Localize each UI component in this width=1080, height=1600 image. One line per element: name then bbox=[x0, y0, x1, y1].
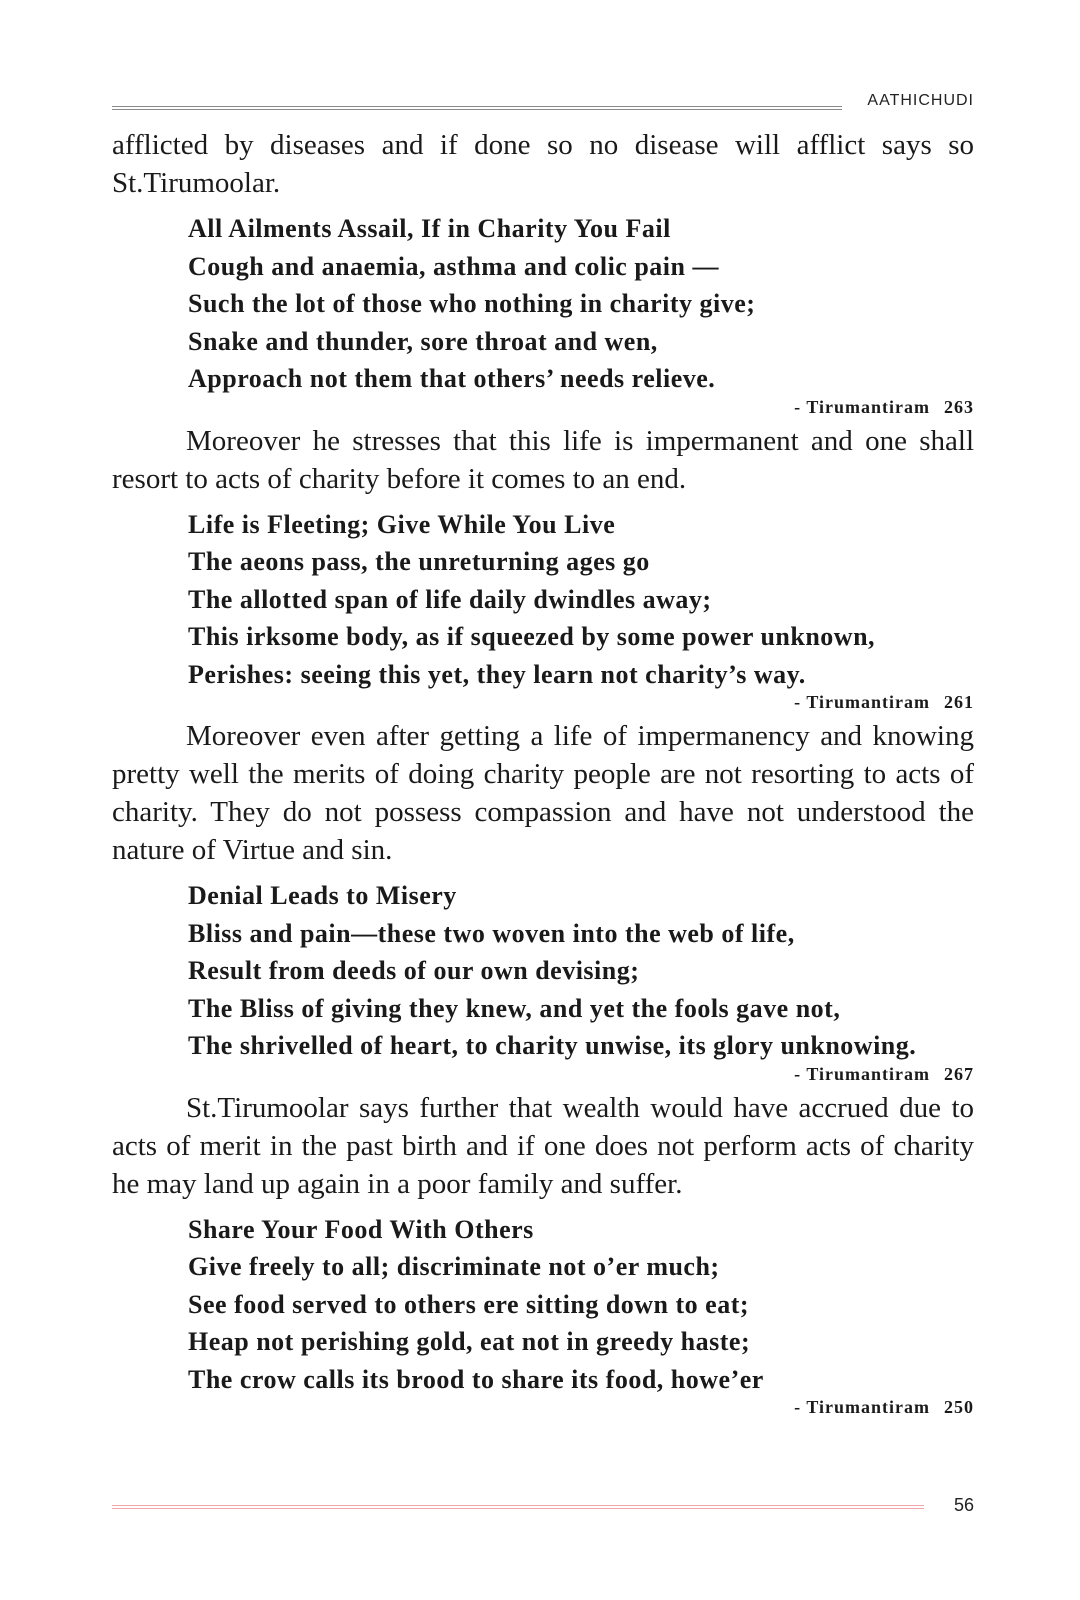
verse-line: Bliss and pain—these two woven into the web of life, bbox=[188, 918, 795, 948]
section-3 bbox=[112, 717, 974, 1085]
prose-paragraph: afflicted by diseases and if done so no disease will afflict says so St.Tirumoolar. bbox=[112, 129, 974, 199]
header-title: AATHICHUDI bbox=[867, 92, 974, 109]
verse-line: The shrivelled of heart, to charity unwise, its glory unknowing. bbox=[188, 1031, 917, 1060]
verse-line: Result from deeds of our own devising; bbox=[188, 956, 640, 985]
verse-line: Snake and thunder, sore throat and wen, bbox=[188, 326, 658, 356]
verse-line: The crow calls its brood to share its food, howe’er bbox=[188, 1364, 764, 1394]
running-header bbox=[112, 92, 974, 116]
citation-number: 267 bbox=[944, 1063, 974, 1084]
verse-line: Approach not them that others’ needs relieve. bbox=[188, 364, 716, 393]
verse-line: Such the lot of those who nothing in charity give; bbox=[188, 289, 756, 318]
verse-line: Cough and anaemia, asthma and colic pain — bbox=[188, 251, 719, 281]
verse-title: Share Your Food With Others bbox=[188, 1214, 534, 1244]
page-body bbox=[112, 126, 974, 1422]
verse-line: Perishes: seeing this yet, they learn not charity’s way. bbox=[188, 659, 806, 689]
citation-number: 263 bbox=[944, 396, 974, 417]
verse-line: This irksome body, as if squeezed by some power unknown, bbox=[188, 622, 876, 651]
prose-paragraph: Moreover even after getting a life of impermanency and knowing pretty well the merits of doing charity people are not resorting to acts of charity. They do not possess compassion and have not understood the nature of Virtue and sin. bbox=[112, 720, 974, 866]
verse-line: The Bliss of giving they knew, and yet the fools gave not, bbox=[188, 993, 841, 1023]
verse-line: Heap not perishing gold, eat not in greedy haste; bbox=[188, 1327, 751, 1356]
prose-paragraph: St.Tirumoolar says further that wealth would have accrued due to acts of merit in the past birth and if one does not perform acts of charity he may land up again in a poor family and suffer. bbox=[112, 1091, 974, 1200]
citation bbox=[112, 1063, 974, 1085]
verse-block bbox=[188, 506, 974, 694]
citation-source: - Tirumantiram bbox=[794, 1397, 930, 1417]
verse-line: The allotted span of life daily dwindles away; bbox=[188, 584, 712, 614]
citation-number: 250 bbox=[944, 1397, 974, 1417]
verse-title: All Ailments Assail, If in Charity You Fail bbox=[188, 214, 671, 243]
footer-rule bbox=[112, 1505, 924, 1509]
citation-source: - Tirumantiram bbox=[794, 1063, 930, 1084]
verse-block bbox=[188, 1211, 974, 1399]
verse-line: Give freely to all; discriminate not o’er much; bbox=[188, 1252, 720, 1281]
citation bbox=[112, 691, 974, 713]
verse-block bbox=[188, 877, 974, 1065]
verse-block bbox=[188, 210, 974, 398]
section-4 bbox=[112, 1089, 974, 1419]
verse-line: The aeons pass, the unreturning ages go bbox=[188, 547, 650, 576]
page-footer bbox=[112, 1497, 974, 1521]
citation-source: - Tirumantiram bbox=[794, 396, 930, 417]
section-1 bbox=[112, 126, 974, 418]
header-rule bbox=[112, 106, 842, 110]
verse-title: Denial Leads to Misery bbox=[188, 881, 457, 910]
citation-source: - Tirumantiram bbox=[794, 692, 930, 712]
prose-paragraph: Moreover he stresses that this life is impermanent and one shall resort to acts of charity before it comes to an end. bbox=[112, 424, 974, 495]
verse-title: Life is Fleeting; Give While You Live bbox=[188, 509, 616, 539]
citation bbox=[112, 396, 974, 418]
citation-number: 261 bbox=[944, 692, 974, 712]
citation bbox=[112, 1396, 974, 1418]
verse-line: See food served to others ere sitting down to eat; bbox=[188, 1289, 750, 1319]
section-2 bbox=[112, 422, 974, 714]
page-number: 56 bbox=[953, 1495, 974, 1515]
